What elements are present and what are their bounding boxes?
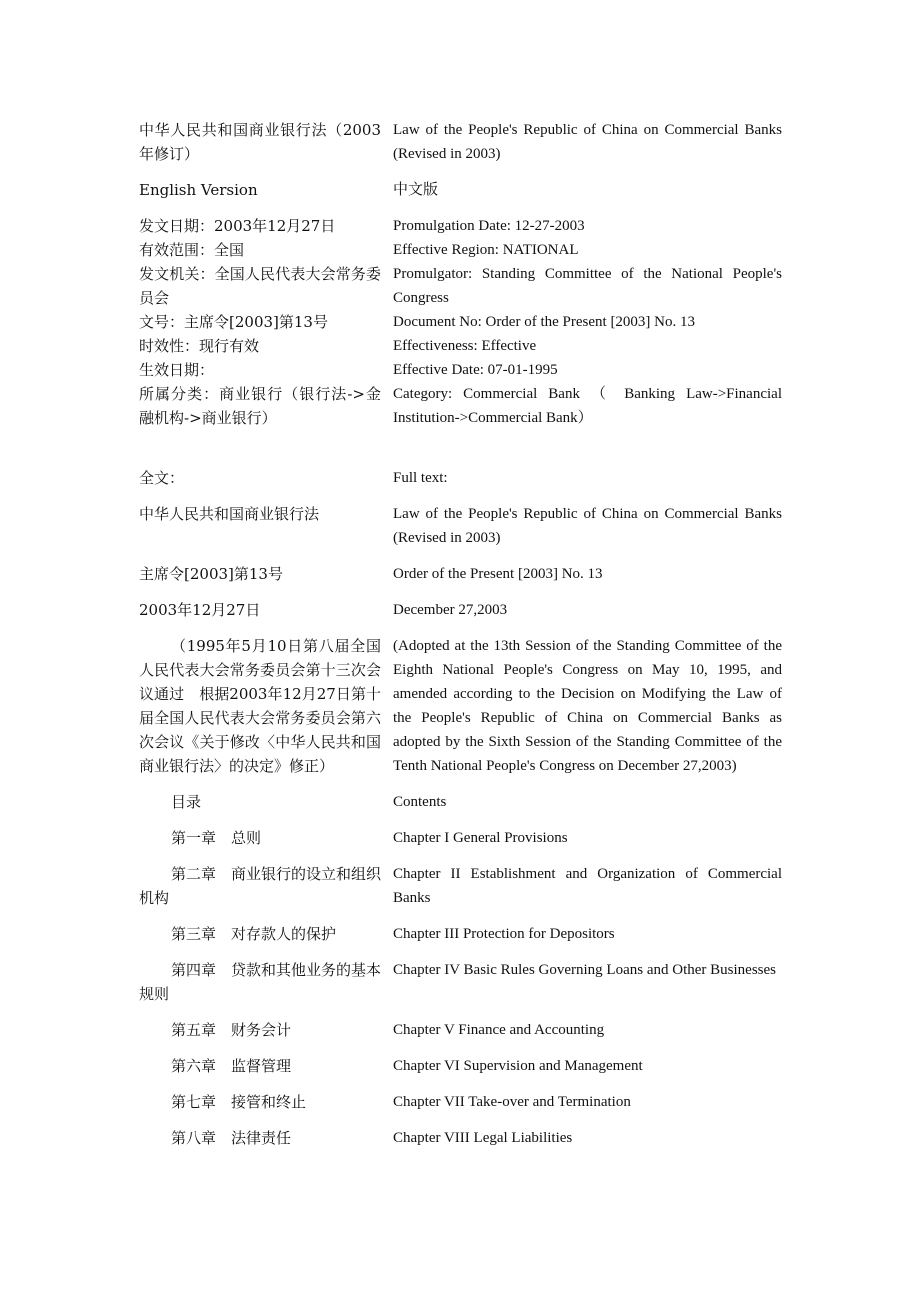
date-row (139, 598, 782, 622)
chapter-zh: 第六章 监督管理 (171, 1057, 292, 1075)
order-zh: 主席令[2003]第13号 (139, 565, 283, 583)
meta-effectiveness-en: Effectiveness: Effective (393, 338, 537, 354)
adoption-en: (Adopted at the 13th Session of the Standing Committee of the Eighth National People's Congress on May 10, 1995, and amended according to the Decision on Modifying the Law of the People's Republic of China on Commercial Banks as adopted by the Sixth Session of the Standing Committee of the Tenth National People's Congress on December 27,2003) (393, 638, 782, 774)
adoption-zh: （1995年5月10日第八届全国人民代表大会常务委员会第十三次会议通过 根据2003年12月27日第十届全国人民代表大会常务委员会第六次会议《关于修改〈中华人民共和国商业银行法〉的决定》修正） (139, 637, 381, 775)
chapter-row (139, 826, 782, 850)
metadata-zh (139, 214, 381, 430)
contents-heading-zh: 目录 (171, 793, 202, 811)
fulltext-label-zh: 全文： (139, 469, 185, 487)
title-zh: 中华人民共和国商业银行法（2003年修订） (139, 121, 381, 163)
meta-promulgation-date-en: Promulgation Date: 12-27-2003 (393, 218, 585, 234)
law-title-en: Law of the People's Republic of China on Commercial Banks (Revised in 2003) (393, 506, 782, 546)
meta-promulgator-en: Promulgator: Standing Committee of the National People's Congress (393, 266, 782, 306)
meta-effective-region-zh: 有效范围：全国 (139, 241, 245, 259)
title-en: Law of the People's Republic of China on Commercial Banks (Revised in 2003) (393, 122, 782, 162)
fulltext-row (139, 466, 782, 490)
order-row (139, 562, 782, 586)
meta-promulgation-date-zh: 发文日期：2003年12月27日 (139, 217, 336, 235)
chapter-en: Chapter IV Basic Rules Governing Loans and Other Businesses (393, 962, 776, 978)
chapter-en: Chapter VII Take-over and Termination (393, 1094, 631, 1110)
chapter-zh: 第五章 财务会计 (171, 1021, 292, 1039)
chapter-row (139, 1054, 782, 1078)
law-title-zh: 中华人民共和国商业银行法 (139, 505, 320, 523)
metadata-block (139, 214, 782, 430)
contents-row (139, 790, 782, 814)
law-title-row (139, 502, 782, 550)
meta-document-no-en: Document No: Order of the Present [2003] No. 13 (393, 314, 696, 330)
chapter-en: Chapter I General Provisions (393, 830, 568, 846)
chapter-en: Chapter III Protection for Depositors (393, 926, 615, 942)
chapter-row (139, 922, 782, 946)
meta-effective-date-en: Effective Date: 07-01-1995 (393, 362, 558, 378)
chapter-en: Chapter V Finance and Accounting (393, 1022, 605, 1038)
meta-category-en: Category: Commercial Bank （ Banking Law->Financial Institution->Commercial Bank） (393, 386, 782, 426)
chapter-row (139, 1126, 782, 1150)
order-en: Order of the Present [2003] No. 13 (393, 566, 603, 582)
meta-category-zh: 所属分类：商业银行（银行法->金融机构->商业银行） (139, 385, 381, 427)
chapter-zh: 第七章 接管和终止 (171, 1093, 307, 1111)
chapter-row (139, 958, 782, 1006)
meta-effectiveness-zh: 时效性：现行有效 (139, 337, 260, 355)
version-link-chinese[interactable]: 中文版 (393, 182, 439, 198)
meta-document-no-zh: 文号：主席令[2003]第13号 (139, 313, 328, 331)
chapter-en: Chapter VIII Legal Liabilities (393, 1130, 573, 1146)
chapter-zh: 第一章 总则 (171, 829, 262, 847)
chapter-row (139, 1090, 782, 1114)
meta-effective-date-zh: 生效日期： (139, 361, 215, 379)
contents-heading-en: Contents (393, 794, 447, 810)
chapter-en: Chapter II Establishment and Organization of Commercial Banks (393, 866, 782, 906)
chapter-row (139, 1018, 782, 1042)
chapter-zh: 第三章 对存款人的保护 (171, 925, 337, 943)
meta-promulgator-zh: 发文机关：全国人民代表大会常务委员会 (139, 265, 381, 307)
chapter-zh: 第二章 商业银行的设立和组织机构 (139, 865, 382, 907)
chapter-zh: 第八章 法律责任 (171, 1129, 292, 1147)
title-row (139, 118, 782, 166)
chapter-row (139, 862, 782, 910)
version-link-english[interactable]: English Version (139, 181, 258, 199)
meta-effective-region-en: Effective Region: NATIONAL (393, 242, 579, 258)
version-row (139, 178, 782, 202)
chapter-zh: 第四章 贷款和其他业务的基本规则 (139, 961, 382, 1003)
date-en: December 27,2003 (393, 602, 508, 618)
adoption-row (139, 634, 782, 778)
metadata-en (393, 214, 782, 430)
fulltext-label-en: Full text: (393, 470, 448, 486)
chapter-en: Chapter VI Supervision and Management (393, 1058, 643, 1074)
document-body (139, 118, 782, 1162)
date-zh: 2003年12月27日 (139, 601, 261, 619)
